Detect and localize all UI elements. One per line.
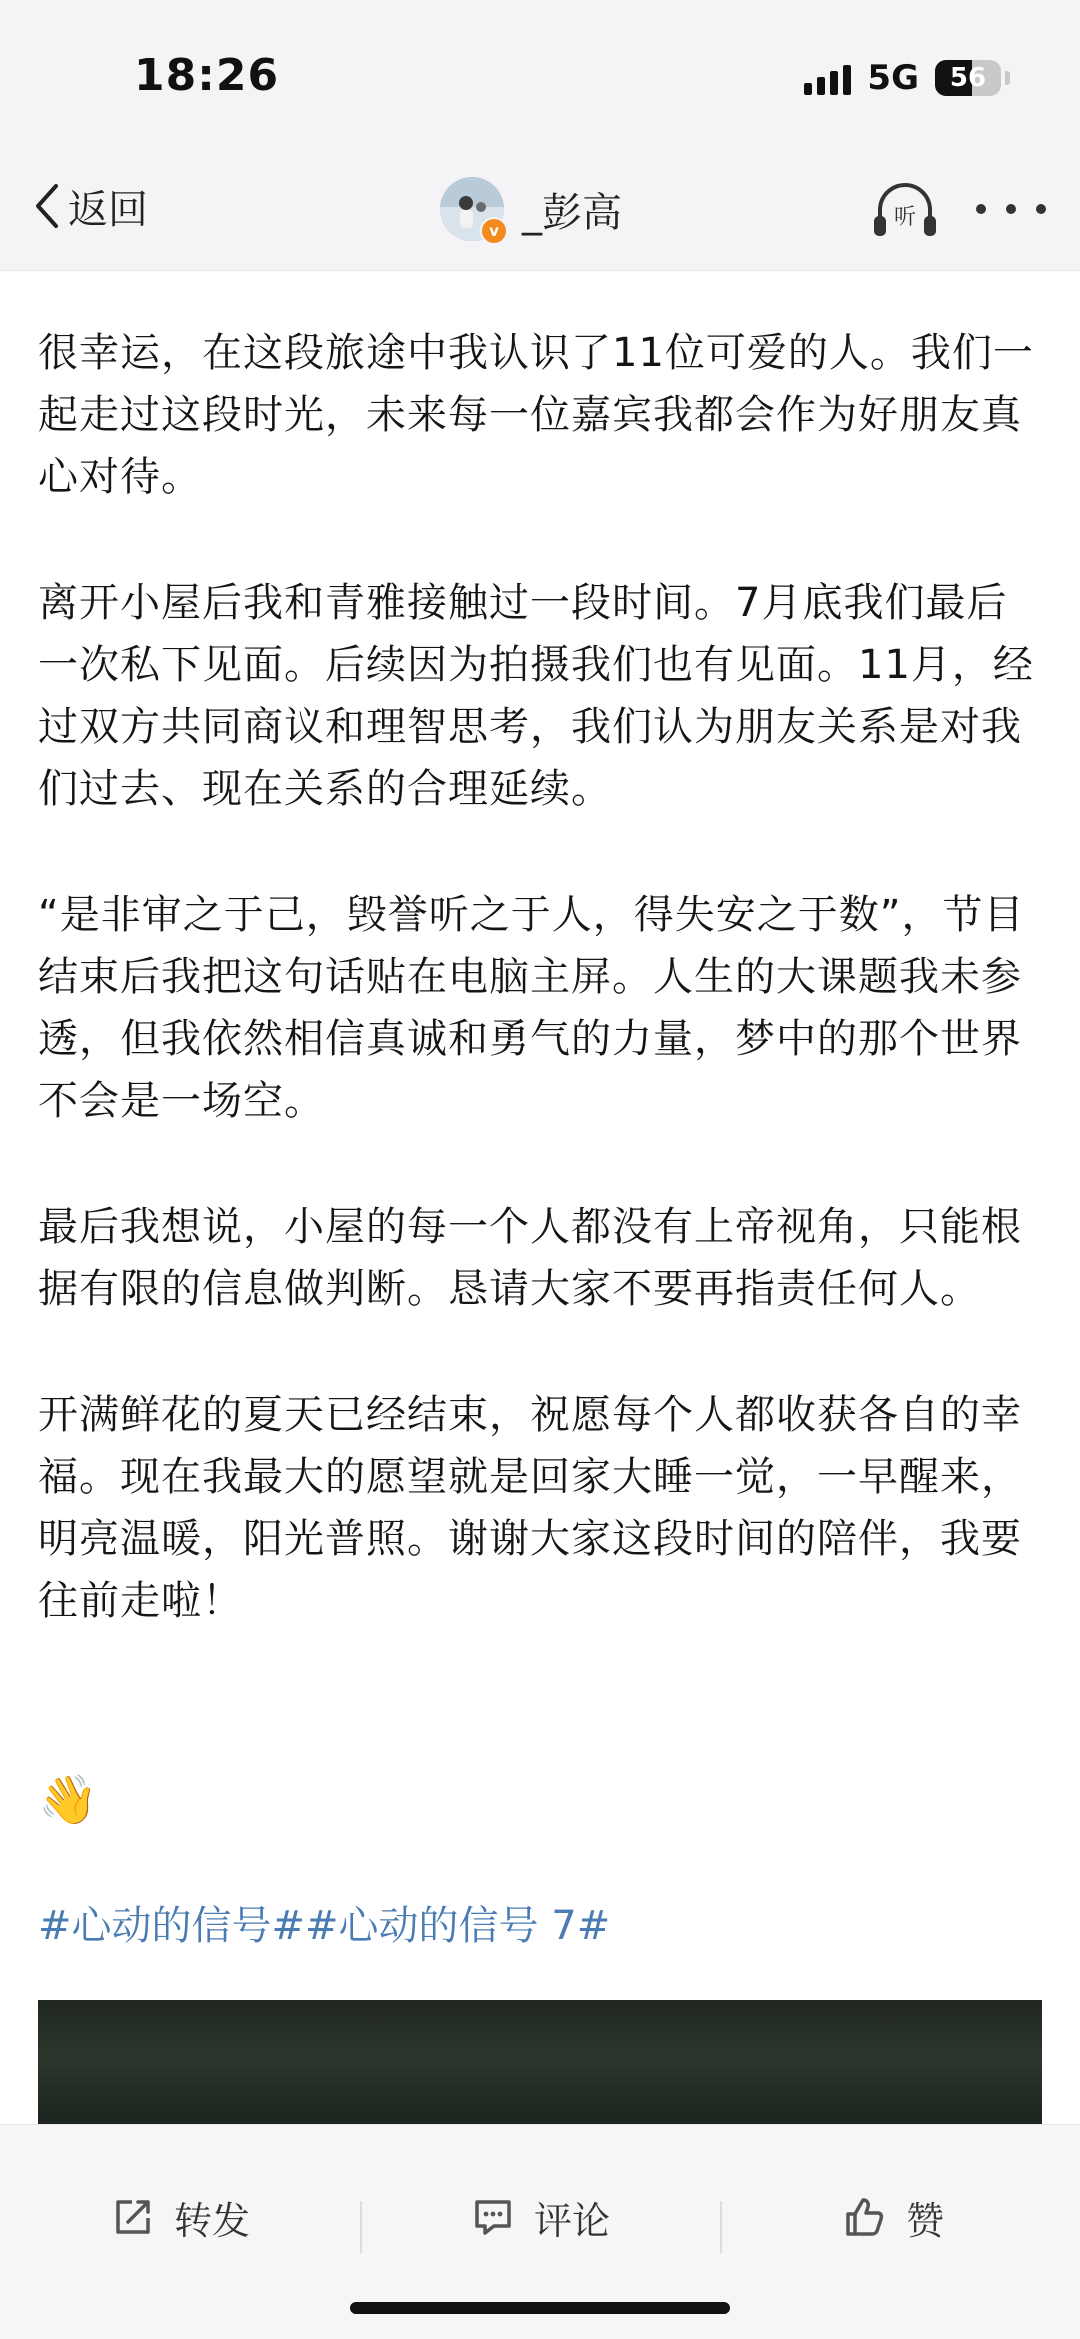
post-paragraph: “是非审之于己，毁誉听之于人，得失安之于数”，节目结束后我把这句话贴在电脑主屏。人生的大课题我未参透，但我依然相信真诚和勇气的力量，梦中的那个世界不会是一场空。 [38, 892, 1025, 1124]
post-paragraph: 很幸运，在这段旅途中我认识了11位可爱的人。我们一起走过这段时光，未来每一位嘉宾我都会作为好朋友真心对待。 [38, 330, 1034, 500]
status-indicators [804, 56, 1010, 100]
signal-icon [804, 61, 851, 95]
hashtag-link[interactable]: #心动的信号 7# [305, 1903, 611, 1949]
post-paragraph: 离开小屋后我和青雅接触过一段时间。7月底我们最后一次私下见面。后续因为拍摄我们也有见面。11月，经过双方共同商议和理智思考，我们认为朋友关系是对我们过去、现在关系的合理延续。 [38, 580, 1034, 812]
home-indicator [350, 2302, 730, 2314]
battery-icon [935, 60, 1001, 96]
back-button[interactable] [32, 176, 148, 236]
hashtag-link[interactable]: #心动的信号# [38, 1903, 306, 1949]
back-label: 返回 [68, 186, 148, 233]
like-label: 赞 [906, 2198, 945, 2243]
more-dot [1006, 204, 1016, 214]
waving-hand-emoji: 👋 [38, 1772, 98, 1828]
action-divider [360, 2201, 362, 2253]
repost-label: 转发 [174, 2198, 251, 2243]
like-button[interactable] [842, 2185, 944, 2249]
battery-percent: 56 [949, 63, 987, 93]
listen-label: 听 [893, 205, 917, 230]
comment-icon [472, 2196, 514, 2238]
hashtag-list [38, 1898, 610, 1954]
chevron-left-icon [32, 182, 62, 230]
author-name[interactable]: _彭高 [522, 189, 622, 236]
repost-button[interactable] [112, 2185, 250, 2249]
comment-label: 评论 [534, 2198, 611, 2243]
more-dot [976, 204, 986, 214]
more-button[interactable] [976, 196, 1046, 222]
top-bar [0, 0, 1080, 271]
post-content [38, 322, 1048, 1696]
thumbs-up-icon [842, 2195, 886, 2239]
post-paragraph: 最后我想说，小屋的每一个人都没有上帝视角，只能根据有限的信息做判断。恳请大家不要再指责任何人。 [38, 1204, 1022, 1312]
comment-button[interactable] [472, 2185, 610, 2249]
action-divider [720, 2201, 722, 2253]
post-paragraph: 开满鲜花的夏天已经结束，祝愿每个人都收获各自的幸福。现在我最大的愿望就是回家大睡一觉，一早醒来，明亮温暖，阳光普照。谢谢大家这段时间的陪伴，我要往前走啦！ [38, 1392, 1022, 1624]
avatar[interactable] [440, 177, 504, 241]
more-dot [1036, 204, 1046, 214]
battery-cap [1005, 71, 1010, 85]
post-author[interactable] [440, 176, 622, 242]
status-time: 18:26 [134, 50, 280, 101]
repost-icon [112, 2196, 154, 2238]
listen-button[interactable] [870, 176, 940, 242]
post-image-preview[interactable] [38, 2000, 1042, 2126]
verified-badge: v [480, 217, 508, 245]
headphones-icon [870, 176, 940, 242]
network-label: 5G [867, 58, 919, 98]
